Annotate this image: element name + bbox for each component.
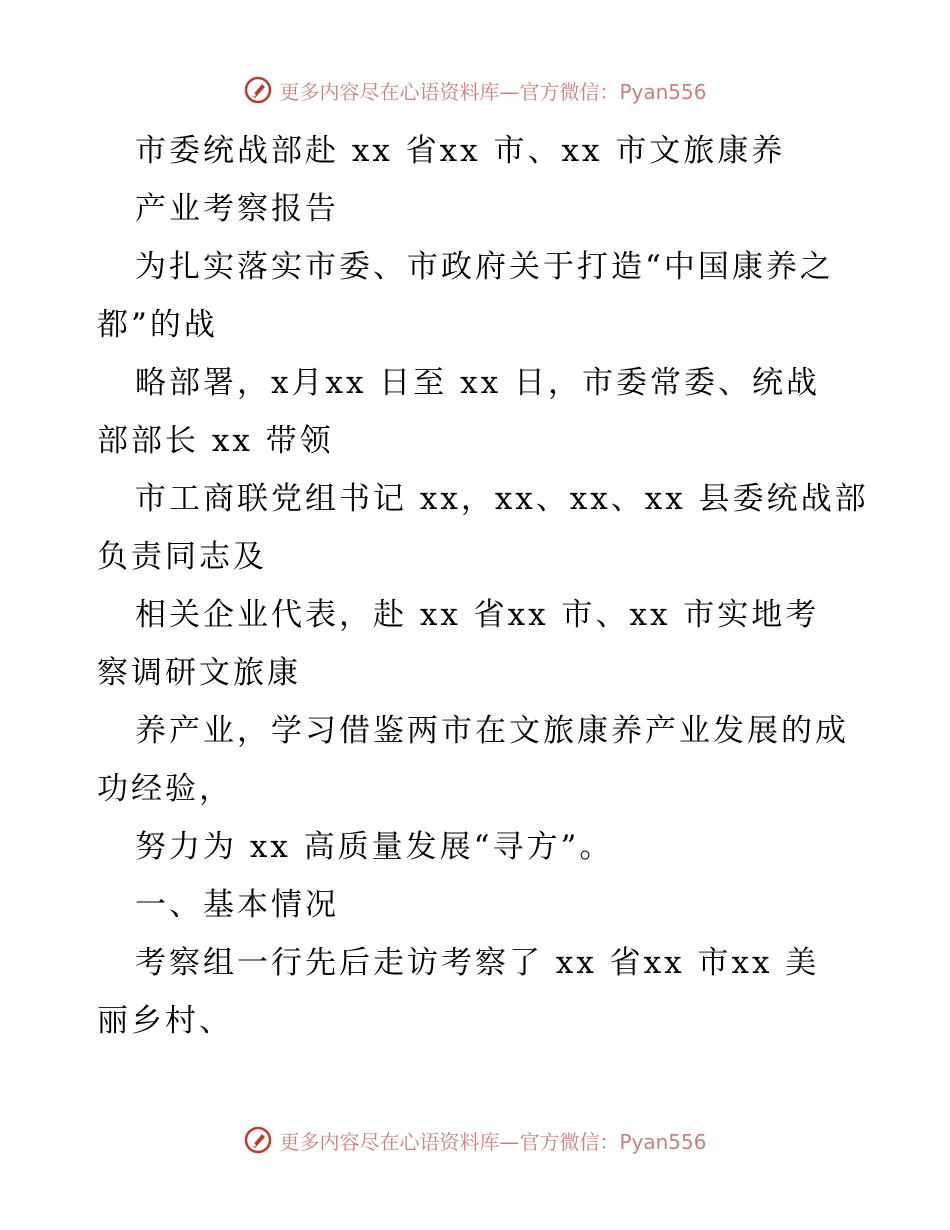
paragraph-line: 为扎实落实市委、市政府关于打造“中国康养之: [135, 249, 834, 285]
paragraph-line: 略部署，x月xx 日至 xx 日，市委常委、统战: [135, 365, 820, 401]
paragraph-line: 市工商联党组书记 xx，xx、xx、xx 县委统战部: [135, 481, 869, 517]
footer-banner: [0, 1120, 950, 1160]
paragraph-line: 负责同志及: [97, 539, 267, 575]
paragraph-line: 努力为 xx 高质量发展“寻方”。: [135, 829, 614, 865]
pen-nib-icon: [243, 1125, 273, 1155]
paragraph-line: 养产业，学习借鉴两市在文旅康养产业发展的成: [135, 713, 849, 749]
paragraph-line: 丽乡村、: [97, 1003, 233, 1039]
paragraph-line: 考察组一行先后走访考察了 xx 省xx 市xx 美: [135, 945, 820, 981]
document-title-line-2: 产业考察报告: [135, 191, 339, 227]
paragraph-line: 察调研文旅康: [97, 655, 301, 691]
header-banner-text: 更多内容尽在心语资料库—官方微信：Pyan556: [279, 79, 707, 104]
paragraph-line: 都”的战: [97, 307, 218, 343]
document-body: [97, 122, 877, 1050]
section-heading: 一、基本情况: [135, 887, 339, 923]
paragraph-line: 部部长 xx 带领: [97, 423, 334, 459]
pen-nib-icon: [243, 75, 273, 105]
document-title-line-1: 市委统战部赴 xx 省xx 市、xx 市文旅康养: [135, 133, 786, 169]
footer-banner-text: 更多内容尽在心语资料库—官方微信：Pyan556: [279, 1129, 707, 1154]
header-banner: [0, 70, 950, 110]
paragraph-line: 相关企业代表，赴 xx 省xx 市、xx 市实地考: [135, 597, 820, 633]
paragraph-line: 功经验，: [97, 771, 233, 807]
